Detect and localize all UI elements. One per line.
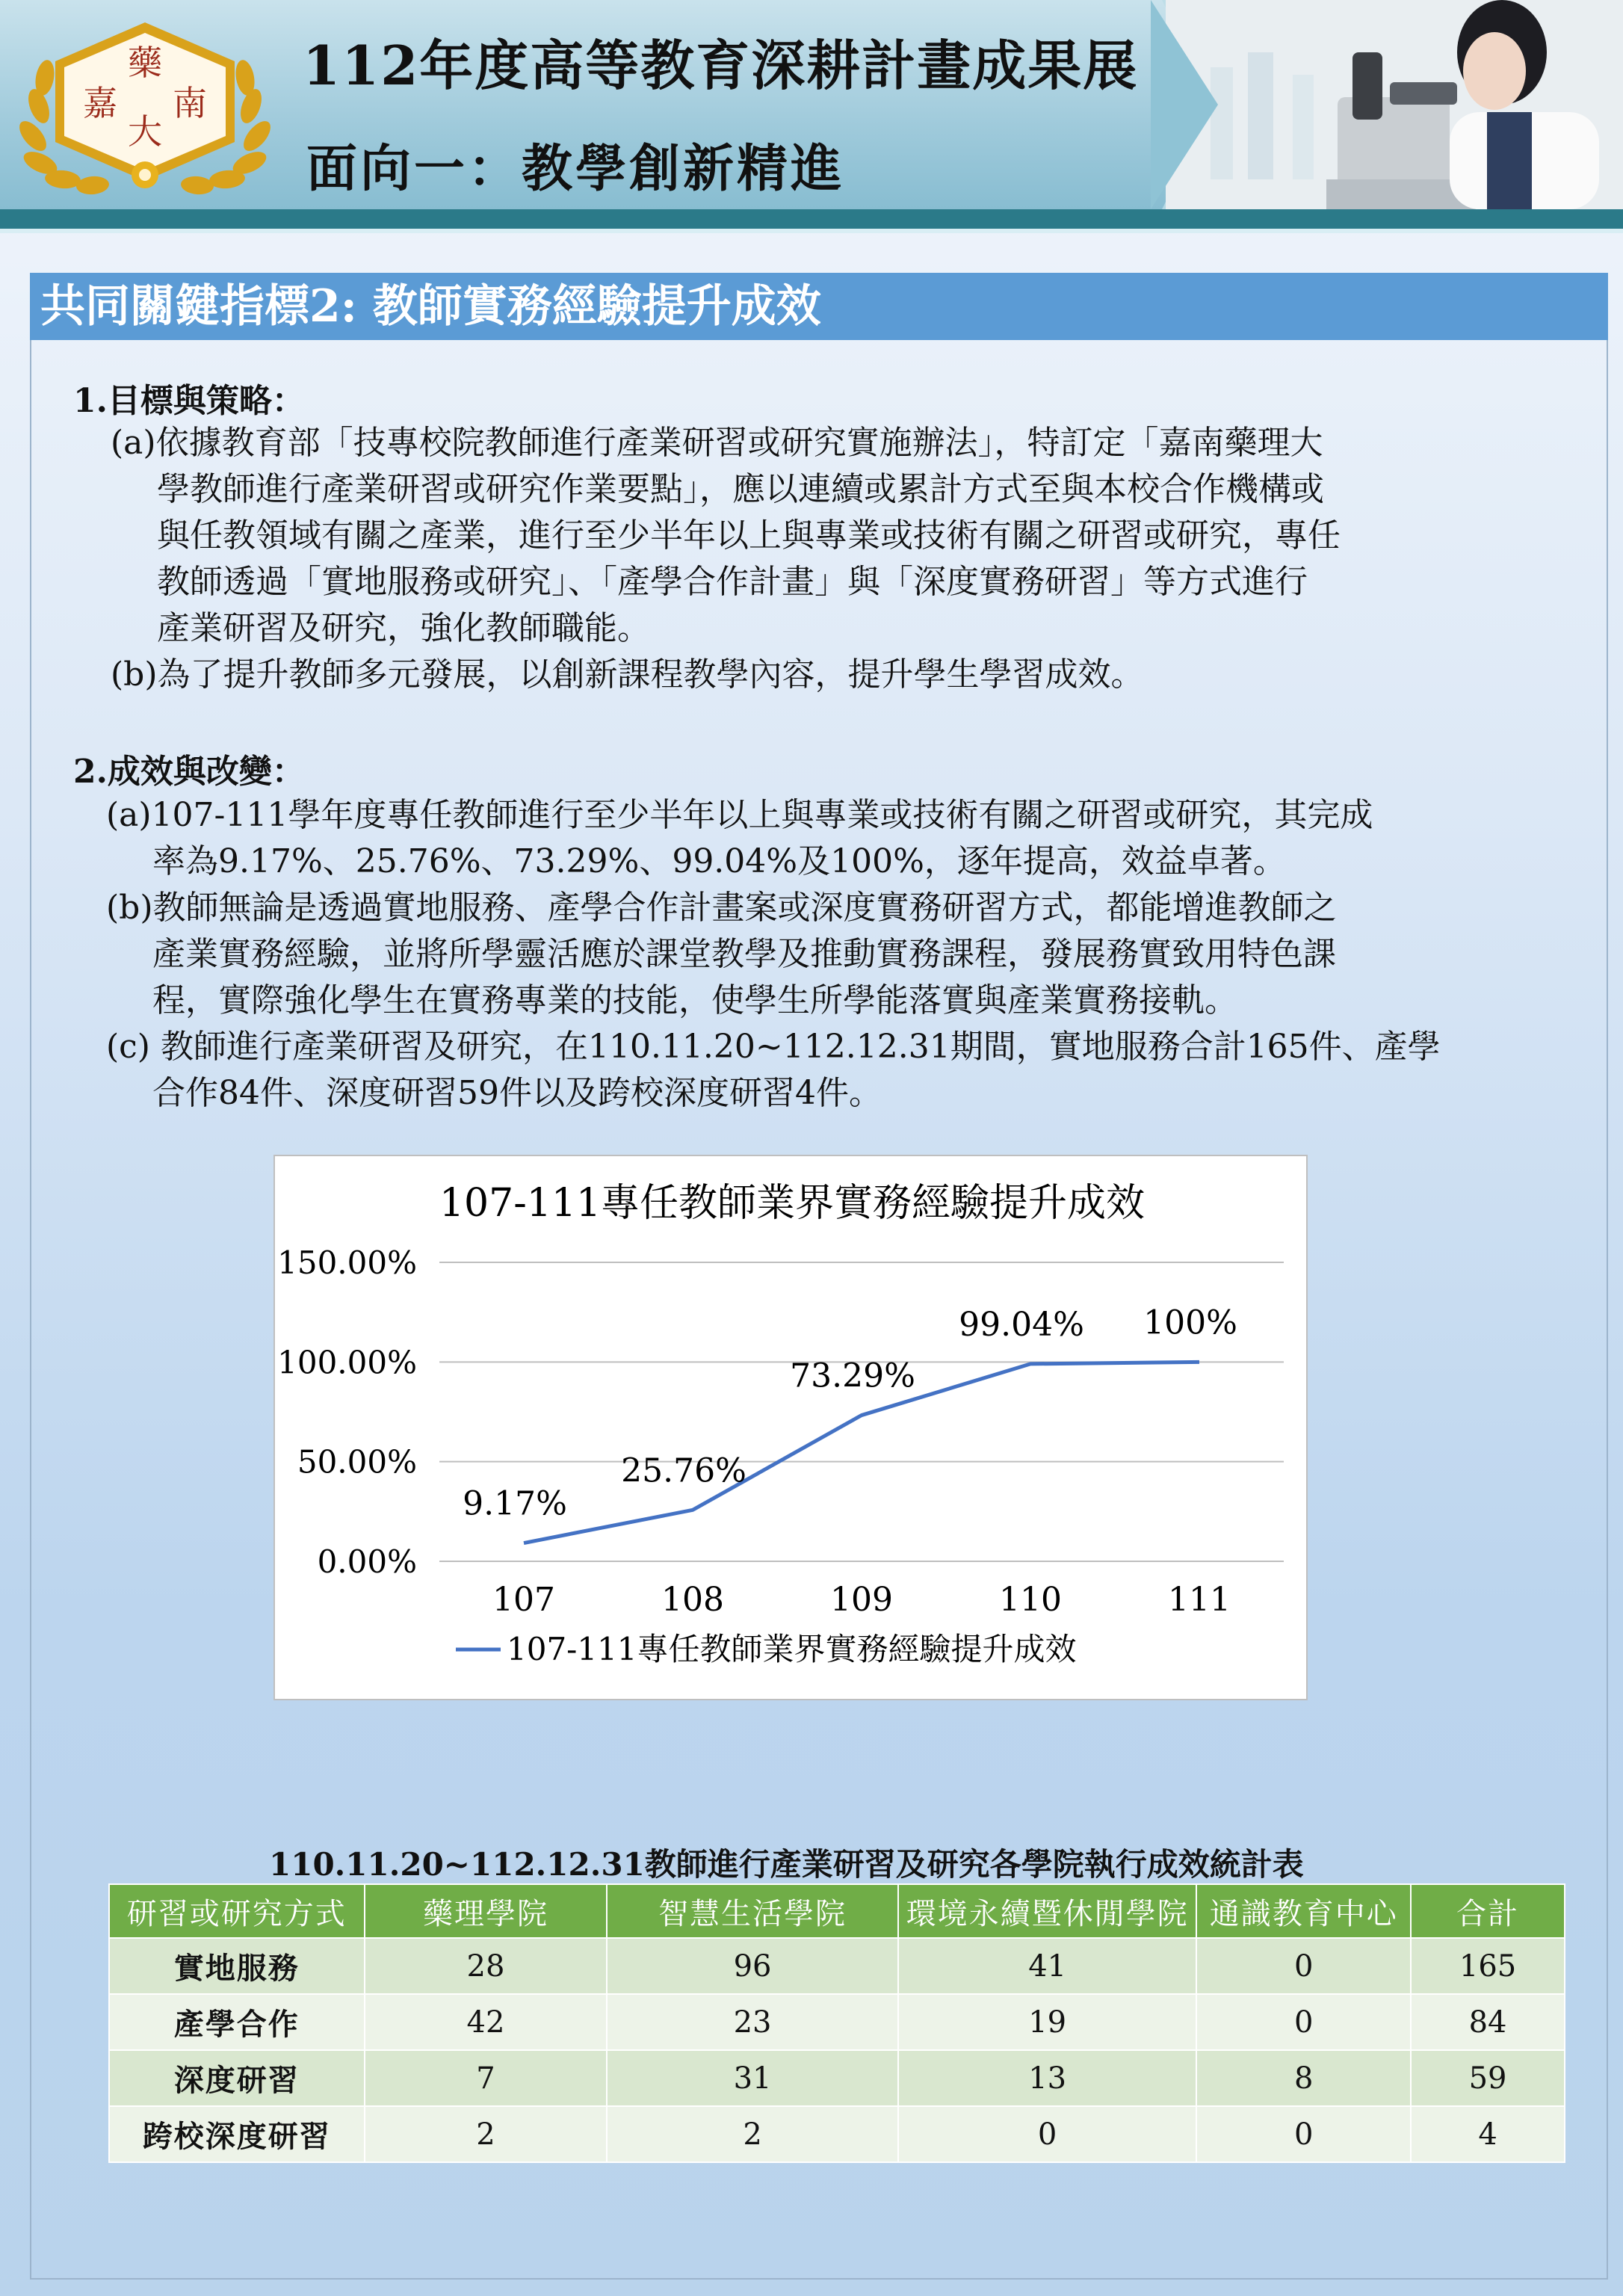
goals-item-a-line: 產業研習及研究，強化教師職能。 bbox=[157, 609, 650, 647]
goals-item-a-line: 學教師進行產業研習或研究作業要點」，應以連續或累計方式至與本校合作機構或 bbox=[157, 470, 1324, 508]
header-arrow-decoration bbox=[1151, 0, 1218, 209]
results-item-a-line: 率為9.17%、25.76%、73.29%、99.04%及100%，逐年提高，效益卓著。 bbox=[152, 842, 1286, 880]
table-cell: 59 bbox=[1411, 2050, 1565, 2106]
table-header-cell: 環境永續暨休閒學院 bbox=[898, 1884, 1197, 1938]
university-logo bbox=[10, 16, 279, 196]
line-chart-svg bbox=[275, 1156, 1309, 1702]
table-header-cell: 合計 bbox=[1411, 1884, 1565, 1938]
line-chart bbox=[273, 1155, 1308, 1700]
goals-item-a bbox=[111, 420, 1341, 652]
table-cell: 0 bbox=[1196, 1938, 1411, 1994]
table-header-cell: 藥理學院 bbox=[365, 1884, 608, 1938]
table-cell: 84 bbox=[1411, 1994, 1565, 2050]
table-cell: 96 bbox=[607, 1938, 898, 1994]
table-cell: 8 bbox=[1196, 2050, 1411, 2106]
chart-x-tick-label: 110 bbox=[999, 1581, 1062, 1619]
logo-char-left: 嘉 bbox=[83, 83, 117, 123]
table-cell: 實地服務 bbox=[109, 1938, 365, 1994]
table-cell: 28 bbox=[365, 1938, 608, 1994]
section-title: 共同關鍵指標2: 教師實務經驗提升成效 bbox=[30, 273, 1608, 340]
results-item-c bbox=[106, 1024, 1441, 1117]
chart-y-tick-label: 150.00% bbox=[277, 1244, 417, 1281]
header-divider bbox=[0, 209, 1623, 229]
page-subtitle: 面向一：教學創新精進 bbox=[306, 139, 845, 199]
goals-item-b: (b)為了提升教師多元發展，以創新課程教學內容，提升學生學習成效。 bbox=[111, 655, 1144, 694]
chart-x-tick-label: 109 bbox=[830, 1581, 893, 1619]
table-row bbox=[109, 2050, 1565, 2106]
chart-data-label: 25.76% bbox=[621, 1451, 746, 1490]
chart-title: 107-111專任教師業界實務經驗提升成效 bbox=[439, 1181, 1146, 1226]
table-cell: 165 bbox=[1411, 1938, 1565, 1994]
logo-char-bottom: 大 bbox=[128, 111, 162, 152]
chart-y-tick-label: 50.00% bbox=[297, 1443, 417, 1481]
table-cell: 23 bbox=[607, 1994, 898, 2050]
table-header-row bbox=[109, 1884, 1565, 1938]
goals-item-a-line: 與任教領域有關之產業，進行至少半年以上與專業或技術有關之研習或研究，專任 bbox=[157, 516, 1341, 555]
table-cell: 2 bbox=[365, 2106, 608, 2162]
table-cell: 31 bbox=[607, 2050, 898, 2106]
chart-x-tick-label: 111 bbox=[1168, 1581, 1231, 1619]
table-cell: 19 bbox=[898, 1994, 1197, 2050]
table-cell: 深度研習 bbox=[109, 2050, 365, 2106]
table-cell: 0 bbox=[898, 2106, 1197, 2162]
logo-char-top: 藥 bbox=[128, 43, 162, 83]
table-cell: 41 bbox=[898, 1938, 1197, 1994]
results-heading: 2.成效與改變： bbox=[73, 753, 305, 791]
results-item-a-line: (a)107-111學年度專任教師進行至少半年以上與專業或技術有關之研習或研究，其完成 bbox=[106, 796, 1373, 834]
table-header-cell: 智慧生活學院 bbox=[607, 1884, 898, 1938]
stats-table bbox=[108, 1883, 1565, 2163]
chart-data-label: 99.04% bbox=[959, 1305, 1084, 1344]
goals-item-a-line: 教師透過「實地服務或研究」、「產學合作計畫」與「深度實務研習」等方式進行 bbox=[157, 563, 1308, 601]
results-item-b-line: 產業實務經驗，並將所學靈活應於課堂教學及推動實務課程，發展務實致用特色課 bbox=[152, 935, 1336, 973]
table-cell: 0 bbox=[1196, 2106, 1411, 2162]
chart-data-label: 9.17% bbox=[463, 1484, 567, 1523]
results-item-a bbox=[106, 792, 1373, 885]
table-cell: 0 bbox=[1196, 1994, 1411, 2050]
table-cell: 42 bbox=[365, 1994, 608, 2050]
table-title: 110.11.20~112.12.31教師進行產業研習及研究各學院執行成效統計表 bbox=[269, 1846, 1304, 1883]
chart-data-label: 100% bbox=[1143, 1303, 1237, 1342]
goals-item-a-line: (a)依據教育部「技專校院教師進行產業研習或研究實施辦法」，特訂定「嘉南藥理大 bbox=[111, 424, 1323, 462]
results-item-b-line: 程，實際強化學生在實務專業的技能，使學生所學能落實與產業實務接軌。 bbox=[152, 981, 1237, 1019]
chart-x-tick-label: 108 bbox=[661, 1581, 724, 1619]
table-cell: 13 bbox=[898, 2050, 1197, 2106]
table-cell: 2 bbox=[607, 2106, 898, 2162]
table-cell: 跨校深度研習 bbox=[109, 2106, 365, 2162]
results-item-c-line: (c) 教師進行產業研習及研究，在110.11.20~112.12.31期間，實地服務合計165件、產學 bbox=[106, 1028, 1441, 1066]
table-row bbox=[109, 2106, 1565, 2162]
page-title: 112年度高等教育深耕計畫成果展 bbox=[303, 34, 1139, 97]
results-item-b bbox=[106, 885, 1337, 1024]
chart-y-tick-label: 0.00% bbox=[317, 1543, 417, 1580]
table-row bbox=[109, 1994, 1565, 2050]
results-item-b-line: (b)教師無論是透過實地服務、產學合作計畫案或深度實務研習方式，都能增進教師之 bbox=[106, 889, 1337, 927]
table-cell: 4 bbox=[1411, 2106, 1565, 2162]
header-divider-light bbox=[0, 229, 1623, 233]
table-row bbox=[109, 1938, 1565, 1994]
chart-legend-label: 107-111專任教師業界實務經驗提升成效 bbox=[507, 1631, 1077, 1667]
table-header-cell: 研習或研究方式 bbox=[109, 1884, 365, 1938]
chart-x-tick-label: 107 bbox=[492, 1581, 555, 1619]
lab-photo bbox=[1166, 0, 1623, 209]
page-header bbox=[0, 0, 1623, 209]
table-cell: 7 bbox=[365, 2050, 608, 2106]
logo-char-right: 南 bbox=[173, 83, 207, 123]
table-cell: 產學合作 bbox=[109, 1994, 365, 2050]
chart-data-label: 73.29% bbox=[790, 1357, 915, 1395]
table-header-cell: 通識教育中心 bbox=[1196, 1884, 1411, 1938]
chart-y-tick-label: 100.00% bbox=[277, 1344, 417, 1381]
results-item-c-line: 合作84件、深度研習59件以及跨校深度研習4件。 bbox=[152, 1074, 882, 1112]
goals-heading: 1.目標與策略： bbox=[73, 382, 305, 420]
